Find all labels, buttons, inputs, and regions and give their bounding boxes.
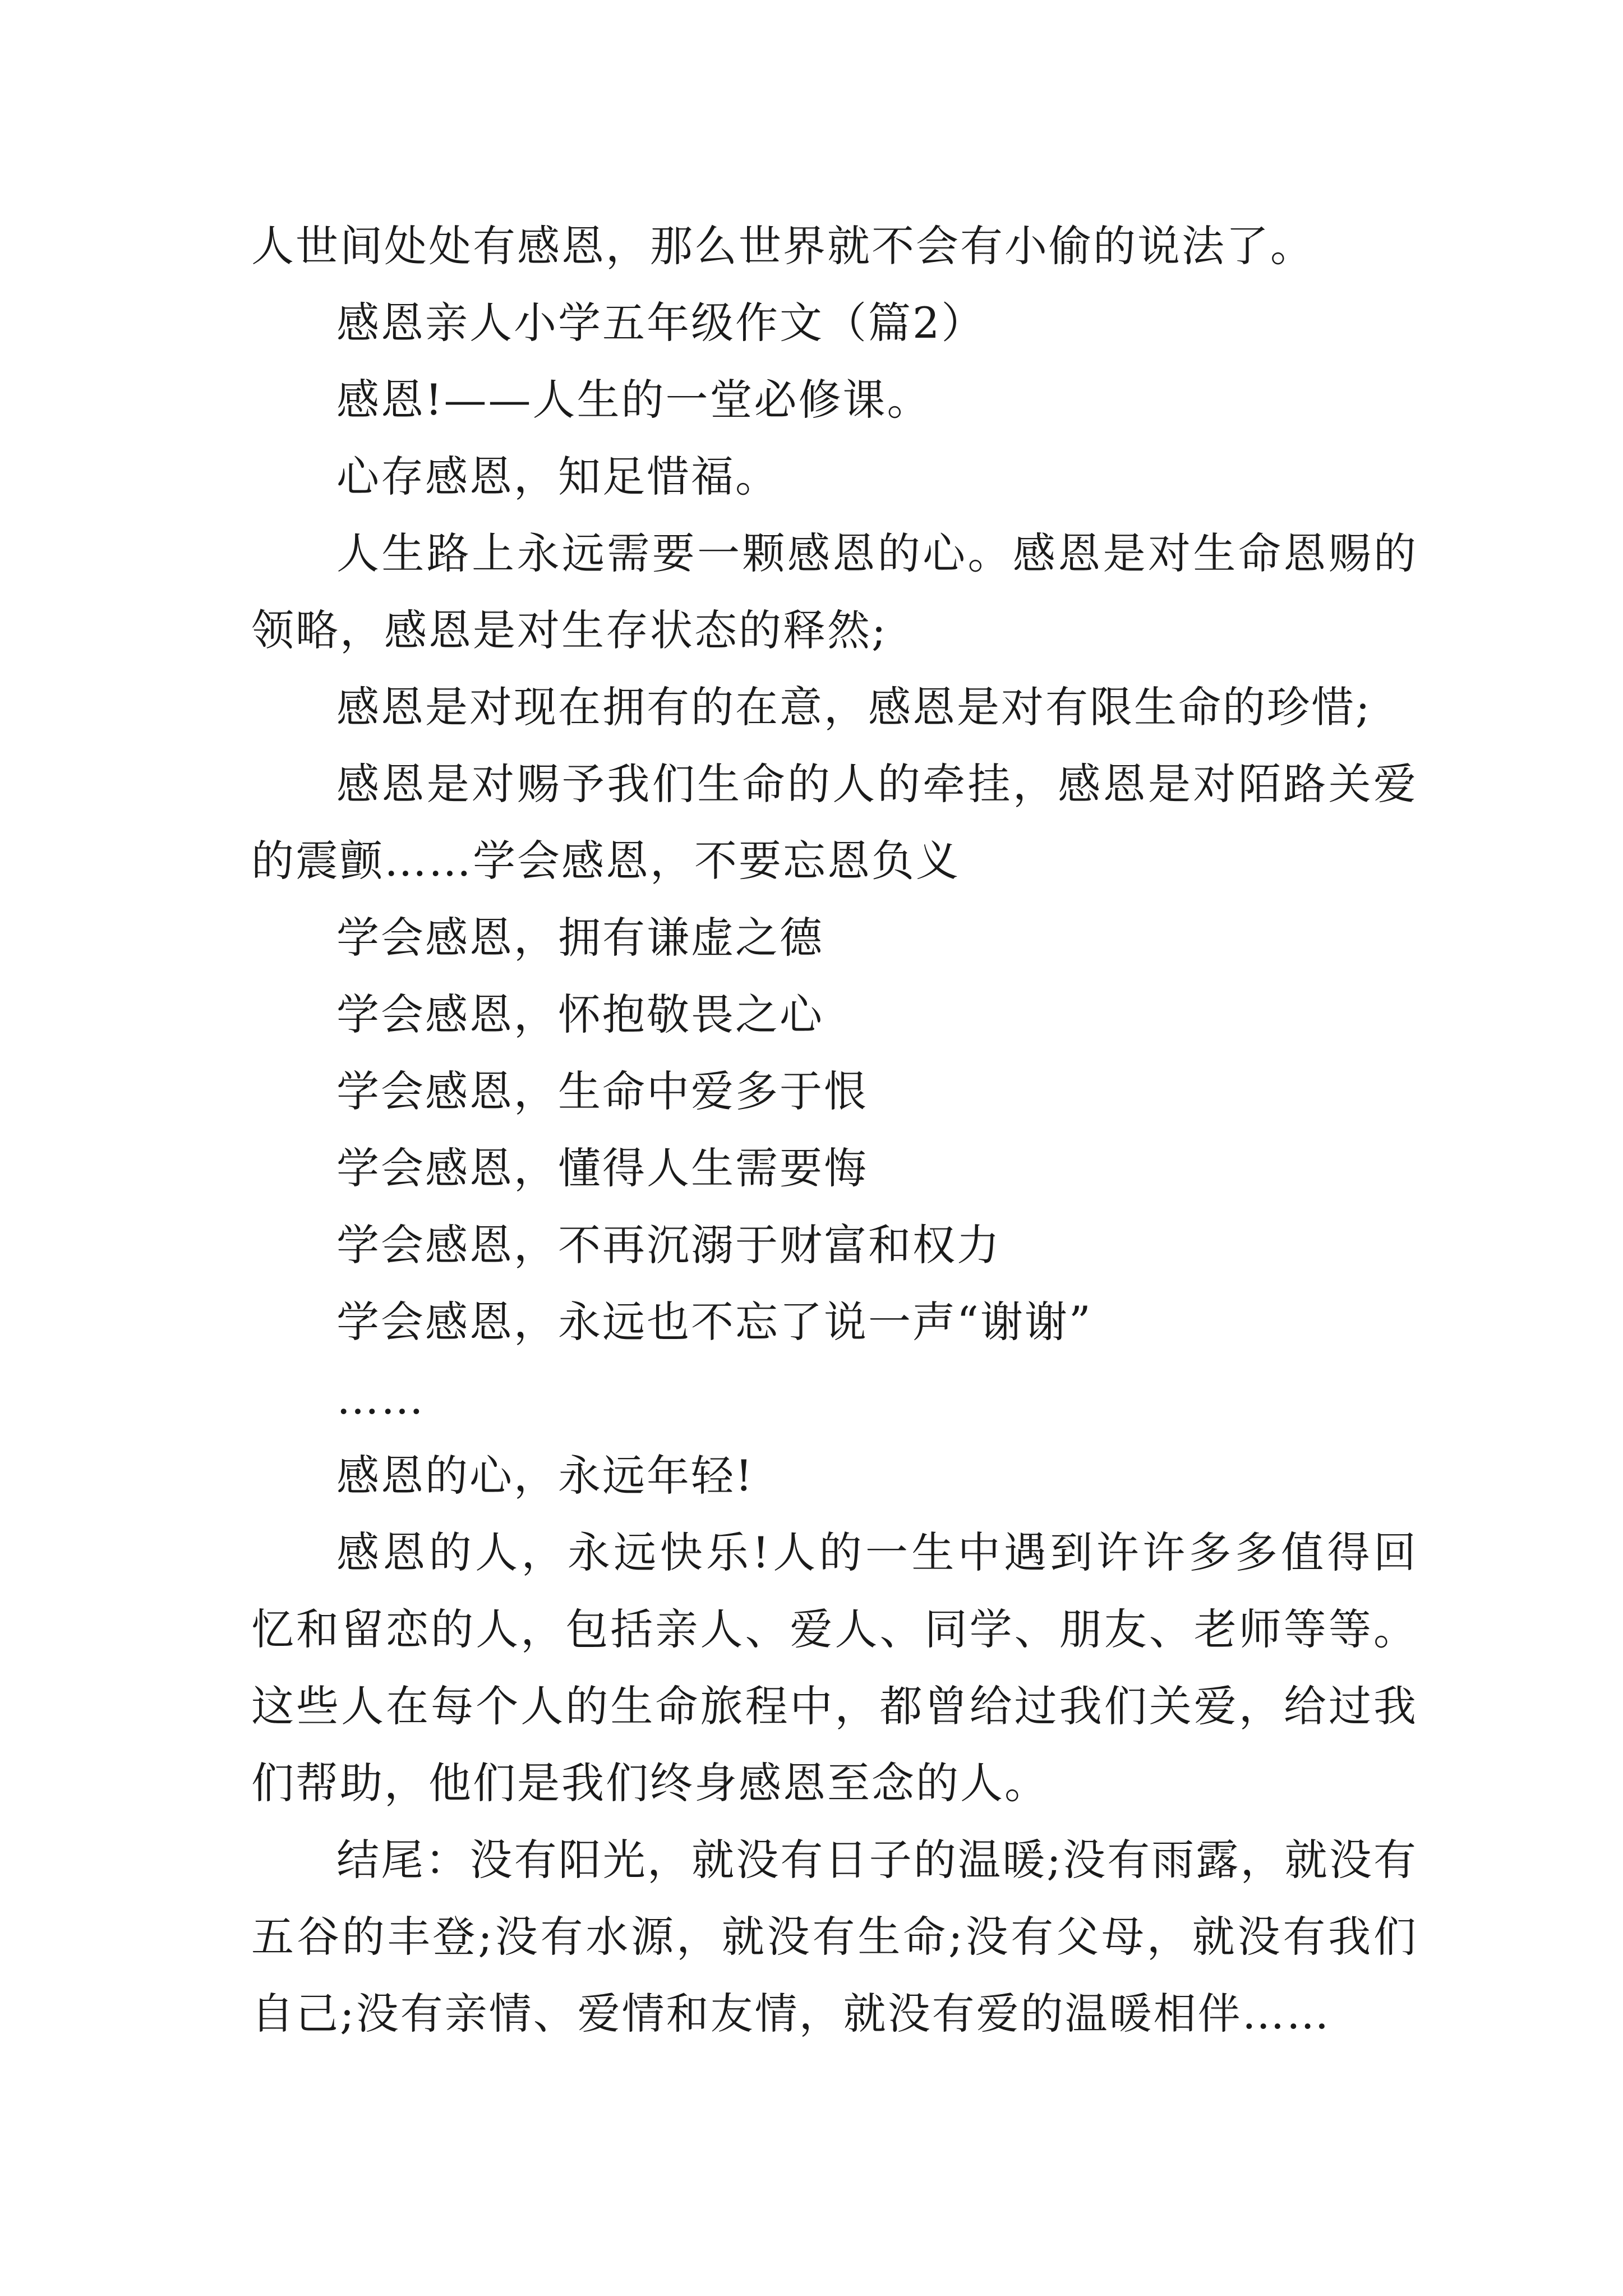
paragraph: 学会感恩，怀抱敬畏之心 — [336, 990, 824, 1039]
section-heading: 感恩亲人小学五年级作文（篇2） — [336, 298, 986, 348]
paragraph: 学会感恩，不再沉溺于财富和权力 — [336, 1220, 1001, 1270]
paragraph: 感恩的人，永远快乐!人的一生中遇到许许多多值得回忆和留恋的人，包括亲人、爱人、同学、朋友、老师等等。这些人在每个人的生命旅程中，都曾给过我们关爱，给过我们帮助，他们是我们终身感恩至念的人。 — [251, 1527, 1418, 1808]
paragraph: 感恩是对赐予我们生命的人的牵挂，感恩是对陌路关爱的震颤……学会感恩，不要忘恩负义 — [251, 759, 1418, 886]
ellipsis-line: …… — [336, 1374, 425, 1424]
paragraph: 感恩的心，永远年轻! — [336, 1451, 754, 1501]
paragraph: 感恩!——人生的一堂必修课。 — [336, 375, 932, 425]
paragraph: 人生路上永远需要一颗感恩的心。感恩是对生命恩赐的领略，感恩是对生存状态的释然; — [251, 528, 1418, 655]
paragraph: 学会感恩，懂得人生需要悔 — [336, 1143, 868, 1193]
paragraph: 心存感恩，知足惜福。 — [336, 452, 780, 501]
paragraph: 学会感恩，永远也不忘了说一声“谢谢” — [336, 1297, 1092, 1347]
paragraph: 结尾：没有阳光，就没有日子的温暖;没有雨露，就没有五谷的丰登;没有水源，就没有生命;没有父母，就没有我们自己;没有亲情、爱情和友情，就没有爱的温暖相伴…… — [251, 1835, 1418, 2039]
paragraph: 学会感恩，拥有谦虚之德 — [336, 913, 824, 963]
paragraph: 人世间处处有感恩，那么世界就不会有小偷的说法了。 — [251, 221, 1315, 271]
paragraph: 学会感恩，生命中爱多于恨 — [336, 1066, 868, 1116]
paragraph: 感恩是对现在拥有的在意，感恩是对有限生命的珍惜; — [336, 682, 1372, 732]
document-body — [251, 208, 1418, 2052]
